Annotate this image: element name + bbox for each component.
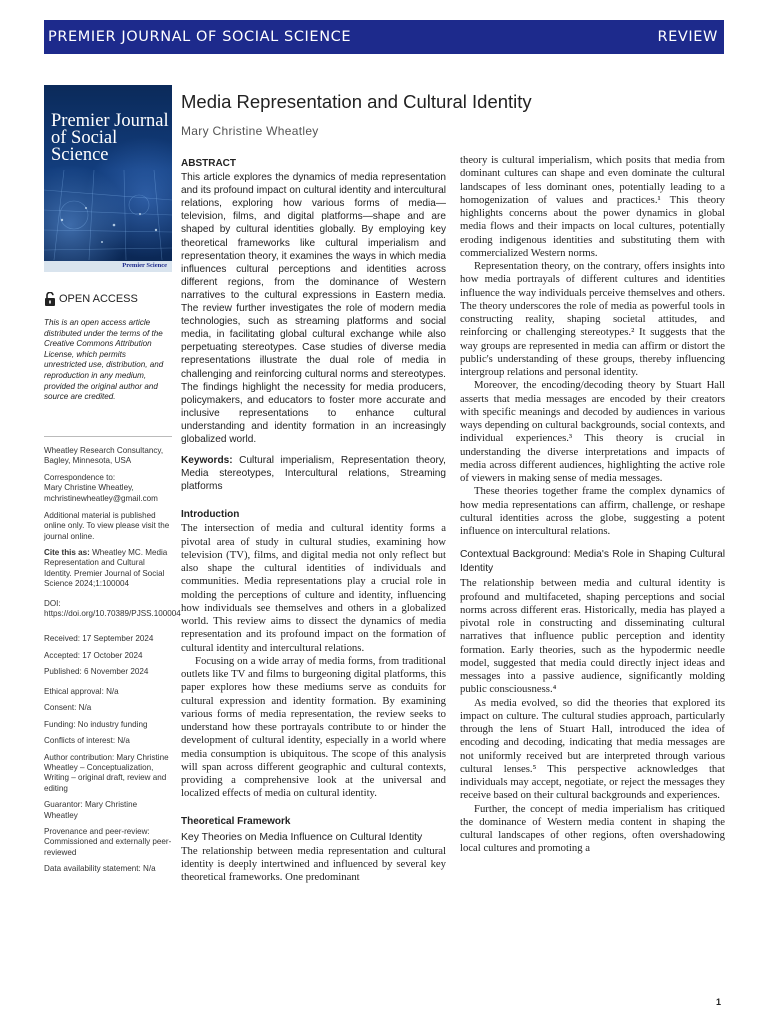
cover-grid-graphic	[44, 170, 172, 260]
sidebar-divider	[44, 436, 172, 437]
introduction-heading: Introduction	[181, 509, 240, 521]
consent: Consent: N/a	[44, 703, 92, 713]
abstract-heading: ABSTRACT	[181, 158, 236, 169]
open-access-label	[44, 292, 172, 306]
context-paragraph-3: Further, the concept of media imperialism has critiqued the dominance of Western media content in shaping the cultural landscapes of other regions, often overshadowing local cultures and promoting a	[460, 802, 725, 855]
right-paragraph-2: Representation theory, on the contrary, offers insights into how media portrayals of different cultures and identities influence the way individuals perceive themselves and others. The theory underscores the role of media as powerful tools in constructing reality, shaping societal attitudes, and reinforcing or challenging stereotypes.² It suggests that the way groups are represented in media can affirm or distort the public's understanding of these groups, thereby influencing intergroup relations and personal identity.	[460, 260, 725, 378]
framework-heading: Theoretical Framework	[181, 815, 291, 827]
article-title: Media Representation and Cultural Identity	[181, 91, 532, 112]
ethical-approval: Ethical approval: N/a	[44, 687, 119, 696]
cover-title: Premier Journal of Social Science	[51, 111, 169, 165]
keywords	[181, 454, 446, 493]
correspondence-contact: Mary Christine Wheatley, mchristinewheatley@gmail.com	[44, 483, 158, 503]
citation-label: Cite this as:	[44, 548, 90, 557]
citation-text: Wheatley MC. Media Representation and Cultural Identity. Premier Journal of Social Science 2024;1:100004	[44, 548, 168, 589]
accepted-date: Accepted: 17 October 2024	[44, 650, 143, 660]
open-access-text: OPEN ACCESS	[59, 293, 138, 305]
intro-paragraph-2: Focusing on a wide array of media forms, from traditional outlets like TV and films to burgeoning digital platforms, this paper explores how these mediums serve as conduits for cultural expression and identity formation. By examining various forms of media representation, the review seeks to understand how these portrayals contribute to or hinder the development of cultural identity, especially in a world where media consumption is ubiquitous. The scope of this analysis will span across different geographic and cultural contexts, providing a comprehensive look at the universal and localized effects of media on cultural identity.	[181, 654, 446, 800]
affiliation: Wheatley Research Consultancy, Bagley, Minnesota, USA	[44, 446, 164, 466]
keywords-list: Cultural imperialism, Representation theory, Media stereotypes, Intercultural relations, Streaming platforms	[181, 455, 446, 493]
intro-paragraph-1: The intersection of media and cultural identity forms a pivotal area of study in cultural studies, examining how television (TV), films, and digital media not only reflect but also shape the cultural identities of individuals and communities. Media representations play a crucial role in molding the perceptions of culture and identity, influencing how individuals see themselves and others in a globalized world. This review aims to dissect the dynamics of media representation and its profound impact on the formation of cultural identity and intercultural relations.	[181, 522, 446, 654]
right-column	[460, 154, 725, 856]
citation	[44, 548, 172, 590]
keywords-label: Keywords:	[181, 455, 233, 467]
data-availability: Data availability statement: N/a	[44, 864, 156, 874]
journal-name: PREMIER JOURNAL OF SOCIAL SCIENCE	[48, 29, 352, 45]
context-heading: Contextual Background: Media's Role in Shaping Cultural Identity	[460, 549, 725, 575]
page-number: 1	[716, 997, 722, 1007]
right-paragraph-3: Moreover, the encoding/decoding theory by Stuart Hall asserts that media messages are encoded by their creators with specific meanings and decoded by audiences in various ways depending on cultural backgrounds, social contexts, and individual experiences.³ This theory is crucial in understanding the diverse interpretations and impacts of media across different audiences, highlighting the active role of viewers in making sense of media messages.	[460, 379, 725, 484]
correspondence-label: Correspondence to:	[44, 473, 116, 482]
cover-publisher: Premier Science	[44, 261, 172, 272]
article-metadata	[44, 687, 172, 881]
license-note: This is an open access article distributed under the terms of the Creative Commons Attribution License, which permits unrestricted use, distribution, and reproduction in any medium, provided the original author and source are credited.	[44, 318, 164, 402]
provenance: Provenance and peer-review: Commissioned and externally peer-reviewed	[44, 827, 172, 857]
article-author: Mary Christine Wheatley	[181, 124, 319, 138]
funding: Funding: No industry funding	[44, 719, 148, 729]
conflicts-of-interest: Conflicts of interest: N/a	[44, 736, 130, 746]
right-paragraph-4: These theories together frame the complex dynamics of how media representations can affirm, challenge, or reshape cultural identities across the globe, suggesting a potent influence on intercultural relations.	[460, 485, 725, 537]
received-date: Received: 17 September 2024	[44, 634, 154, 643]
key-theories-paragraph: The relationship between media representation and cultural identity is deeply intertwined and influenced by several key theoretical frameworks. One predominant	[181, 844, 446, 884]
left-column	[181, 157, 446, 885]
additional-material: Additional material is published online only. To view please visit the journal online.	[44, 511, 170, 541]
guarantor: Guarantor: Mary Christine Wheatley	[44, 800, 138, 820]
key-theories-heading: Key Theories on Media Influence on Cultural Identity	[181, 831, 423, 843]
doi-link[interactable]: DOI: https://doi.org/10.70389/PJSS.100004	[44, 599, 181, 619]
article-type: REVIEW	[657, 29, 718, 45]
journal-banner	[44, 20, 724, 54]
author-contribution: Author contribution: Mary Christine Wheatley – Conceptualization, Writing – original draft, review and editing	[44, 752, 169, 793]
context-paragraph-2: As media evolved, so did the theories that explored its impact on culture. The cultural studies approach, particularly through the lens of Stuart Hall, introduced the idea of encoding and decoding, indicating that media messages are not uniformly received but are interpreted through various cultural lenses.⁵ This perspective acknowledges that individuals may accept, negotiate, or reject the messages they receive based on their cultural backgrounds and experiences.	[460, 696, 725, 802]
article-dates	[44, 631, 172, 681]
published-date: Published: 6 November 2024	[44, 667, 149, 676]
open-lock-icon	[44, 292, 56, 306]
abstract-text: This article explores the dynamics of media representation and its profound impact on cultural identity and intercultural relations, exploring how various forms of media—television, films, and digital platforms—shape and are shaped by cultural identities globally. By employing key theoretical frameworks like cultural imperialism and representation theory, it examines the ways in which media influences cultural perceptions and identities across different regions, from the dominance of Western narratives to the cultural expressions in Eastern media. The review further investigates the role of modern media technologies, such as streaming platforms and social media, in facilitating global cultural exchange while also perpetuating stereotypes. Case studies of diverse media representations illustrate the dual role of media in challenging and reinforcing cultural norms and stereotypes. The findings highlight the necessity for media producers, policymakers, and educators to foster more accurate and inclusive representations to enhance cultural understanding and identity formation in an increasingly globalized world.	[181, 172, 446, 445]
journal-cover-image	[44, 85, 172, 272]
correspondence	[44, 473, 172, 504]
right-paragraph-1: theory is cultural imperialism, which posits that media from dominant cultures can shape and even dominate the cultural landscapes of less dominant ones, potentially leading to a homogenization of values and practices.¹ This theory highlights concerns about the power dynamics in global media flows and their impacts on local cultures, potentially eroding indigenous identities and substituting them with commercialized Western norms.	[460, 154, 725, 259]
context-paragraph-1: The relationship between media and cultural identity is profound and multifaceted, shaping perceptions and social norms across different eras. Historically, media has played a pivotal role in constructing and disseminating cultural narratives that influence public perception and identity formation. Early theories, such as the hypodermic needle model, suggested that media could directly inject ideas and messages into a passive audience, significantly molding public consciousness.⁴	[460, 577, 725, 696]
